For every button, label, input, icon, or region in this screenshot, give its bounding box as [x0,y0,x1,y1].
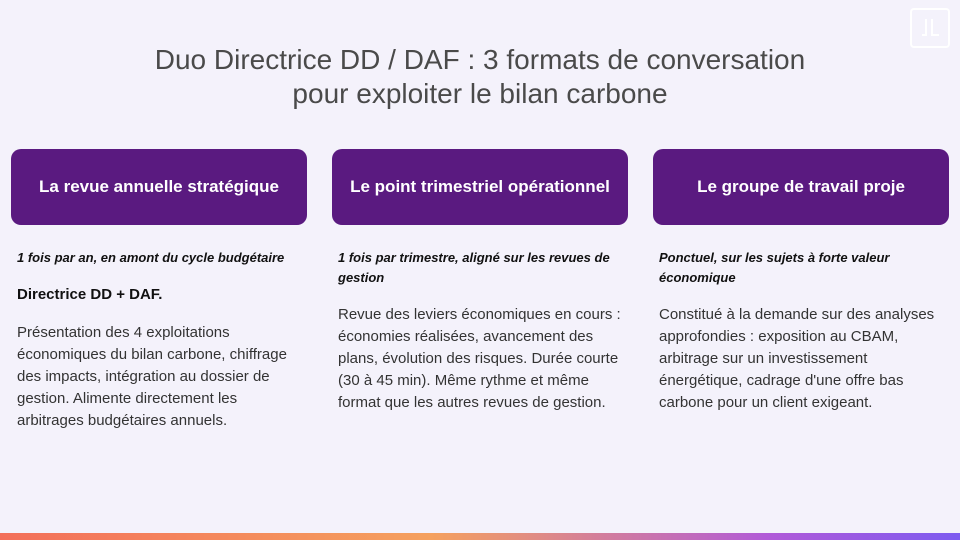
format-column-annual [11,149,307,432]
column-header: La revue annuelle stratégique [11,149,307,225]
column-frequency: 1 fois par trimestre, aligné sur les revues de gestion [338,250,610,285]
logo-icon [910,8,950,48]
format-column-workgroup [653,149,949,414]
column-header: Le groupe de travail proje [653,149,949,225]
column-frequency: Ponctuel, sur les sujets à forte valeur économique [659,250,890,285]
column-participants: Directrice DD + DAF. [17,286,163,303]
column-frequency: 1 fois par an, en amont du cycle budgétaire [17,250,285,265]
gradient-bar [0,533,960,540]
format-column-quarterly [332,149,628,414]
slide-title [0,43,960,111]
column-header: Le point trimestriel opérationnel [332,149,628,225]
slide-title-line1: Duo Directrice DD / DAF : 3 formats de conversation [154,44,806,75]
column-description: Présentation des 4 exploitations économiques du bilan carbone, chiffrage des impacts, intégration au dossier de gestion. Alimente directement les arbitrages budgétaires annuels. [17,324,287,429]
slide-title-line2: pour exploiter le bilan carbone [292,78,668,109]
column-description: Constitué à la demande sur des analyses approfondies : exposition au CBAM, arbitrage sur un investissement énergétique, cadrage d'une offre bas carbone pour un client exigeant. [659,306,935,411]
column-description: Revue des leviers économiques en cours : économies réalisées, avancement des plans, évolution des risques. Durée courte (30 à 45 min). Même rythme et même format que les autres revues de gestion. [338,306,621,411]
